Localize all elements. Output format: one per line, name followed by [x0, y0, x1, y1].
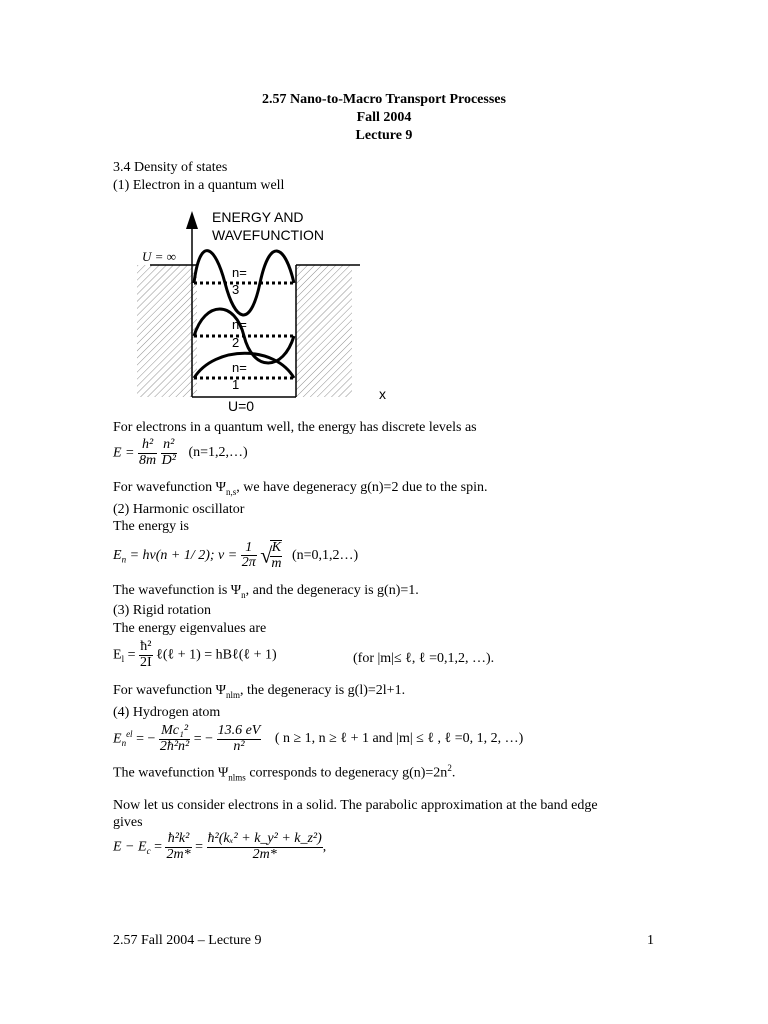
u-infinity-label: U = ∞	[142, 249, 176, 264]
item2-title: (2) Harmonic oscillator	[113, 502, 245, 517]
x-axis-label: x	[379, 386, 386, 402]
item1-title: (1) Electron in a quantum well	[113, 178, 285, 193]
item3-intro: The energy eigenvalues are	[113, 621, 267, 636]
level-label-n2-value: 2	[232, 335, 240, 350]
lecture-number: Lecture 9	[355, 128, 413, 143]
eq-band-edge: $E - E_c$ = $\frac{\text{ħ²k²}}{2m*}$ = $\frac{\text{ħ²(kₓ² + k\_y² + k\_z²)}}{2m*}$ ,	[113, 831, 327, 862]
level-label-n3-value: 3	[232, 282, 240, 297]
well-degeneracy: For wavefunction $\Psi_{n,s}$, we have degeneracy g(n)=2 due to the spin.	[113, 480, 488, 497]
h-degeneracy: The wavefunction $\Psi_{nlms}$ corresponds to degeneracy $g(n)=2n^2$.	[113, 763, 456, 783]
item3-title: (3) Rigid rotation	[113, 603, 211, 618]
quantum-well-figure	[120, 205, 420, 420]
level-label-n3: n=	[232, 265, 247, 280]
section-title: 3.4 Density of states	[113, 160, 228, 175]
solid-text-line1: Now let us consider electrons in a solid. The parabolic approximation at the band edge	[113, 798, 598, 813]
page-number: 1	[647, 933, 654, 948]
item4-title: (4) Hydrogen atom	[113, 705, 221, 720]
term: Fall 2004	[356, 110, 412, 125]
axis-label-line2: WAVEFUNCTION	[212, 227, 324, 243]
right-barrier	[296, 265, 352, 397]
u-zero-label: U=0	[228, 398, 255, 414]
eq-quantum-well: E = $\frac{\text{h²}}{8m}$ $\frac{\text{n²}}{\text{D²}}$ (n=1,2,…)	[113, 437, 248, 468]
ho-degeneracy: The wavefunction is $\Psi_n$, and the degeneracy is g(n)=1.	[113, 583, 419, 600]
eq-harmonic-oscillator: $E_n = h\nu(n + 1/$ 2); ν = $\frac{1}{2\pi}$ √ $\frac{K}{m}$ (n=0,1,2…)	[113, 539, 359, 571]
rot-degeneracy: For wavefunction $\Psi_{nlm}$, the degeneracy is g(l)=2l+1.	[113, 683, 406, 700]
level-label-n2: n=	[232, 317, 247, 332]
eq-hydrogen-atom: $E_n^{el}$ = − $\frac{\text{Mc₁²}}{\text{2ħ²n²}}$ = − $\frac{13.6 eV}{\text{n²}}$ ( n ≥ 1, n ≥ ℓ + 1 and |m| ≤ ℓ , ℓ =0, 1, 2, …)	[113, 723, 524, 754]
level-label-n1: n=	[232, 360, 247, 375]
well-text: For electrons in a quantum well, the energy has discrete levels as	[113, 420, 477, 435]
axis-label-line1: ENERGY AND	[212, 209, 304, 225]
left-barrier	[137, 265, 197, 397]
level-label-n1-value: 1	[232, 377, 240, 392]
course-title: 2.57 Nano-to-Macro Transport Processes	[262, 92, 506, 107]
item2-energy-intro: The energy is	[113, 519, 189, 534]
footer-left: 2.57 Fall 2004 – Lecture 9	[113, 933, 262, 948]
eq-rigid-rotation: $E_l$ = $\frac{\text{ħ²}}{2I}$ ℓ(ℓ + 1) = hBℓ(ℓ + 1) (for |m|≤ ℓ, ℓ =0,1,2, …).	[113, 639, 495, 670]
solid-text-line2: gives	[113, 815, 143, 830]
